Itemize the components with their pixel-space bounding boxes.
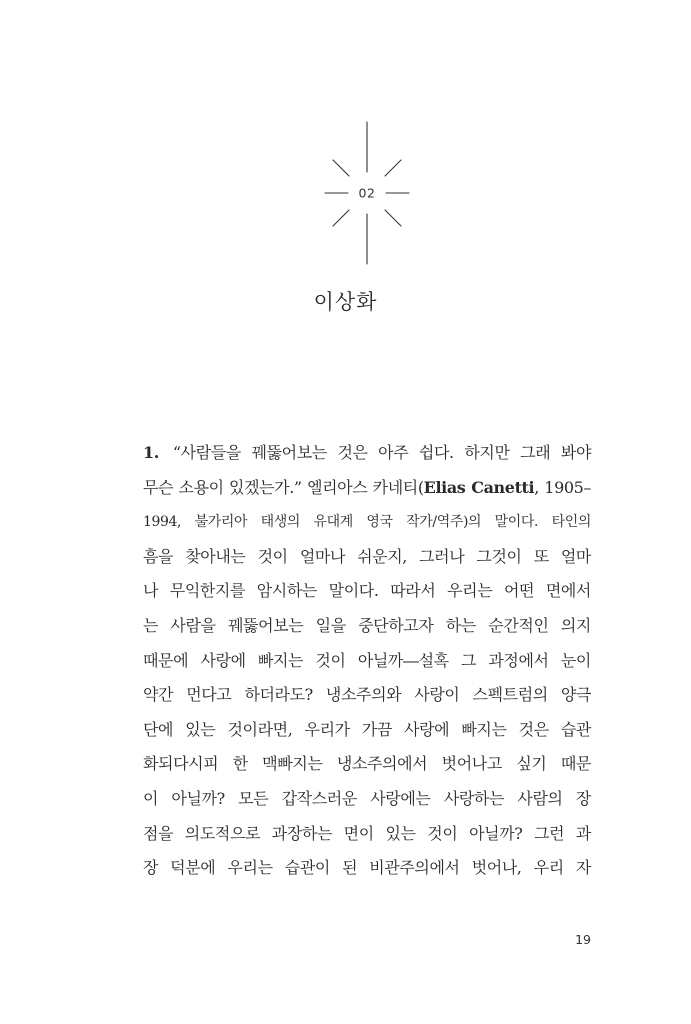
- paragraph-line: 무슨 소용이 있겠는가.” 엘리아스 카네티(Elias Canetti, 1905–: [143, 477, 592, 497]
- page-number: 19: [575, 932, 591, 947]
- paragraph-line: 화되다시피 한 맥빠지는 냉소주의에서 벗어나고 싶기 때문: [143, 754, 591, 774]
- chapter-number: 02: [358, 185, 376, 201]
- paragraph-line: 1. “사람들을 꿰뚫어보는 것은 아주 쉽다. 하지만 그래 봐야: [143, 443, 591, 462]
- paragraph-line: 1994, 불가리아 태생의 유대계 영국 작가/역주)의 말이다. 타인의: [143, 514, 591, 531]
- author-dates: , 1905–: [534, 477, 592, 497]
- sunburst-ornament-icon: [305, 118, 425, 268]
- ray-top-right: [385, 160, 401, 176]
- body-paragraph: [143, 436, 591, 886]
- paragraph-number: 1.: [143, 443, 159, 462]
- paragraph-line: 나 무익한지를 암시하는 말이다. 따라서 우리는 어떤 면에서: [143, 581, 591, 601]
- paragraph-line: 흠을 찾아내는 것이 얼마나 쉬운지, 그러나 그것이 또 얼마: [143, 546, 591, 566]
- ray-top-left: [333, 160, 349, 176]
- paragraph-line: 장 덕분에 우리는 습관이 된 비관주의에서 벗어나, 우리 자: [143, 858, 591, 878]
- paragraph-line: 는 사람을 꿰뚫어보는 일을 중단하고자 하는 순간적인 의지: [143, 615, 591, 635]
- paragraph-line: 약간 먼다고 하더라도? 냉소주의와 사랑이 스펙트럼의 양극: [143, 685, 591, 705]
- author-name-latin: Elias Canetti: [423, 477, 535, 497]
- ray-bottom-right: [385, 210, 401, 226]
- ray-bottom-left: [333, 210, 349, 226]
- chapter-emblem: [305, 118, 425, 268]
- paragraph-line: 때문에 사랑에 빠지는 것이 아닐까―설혹 그 과정에서 눈이: [143, 650, 591, 670]
- chapter-title: 이상화: [313, 290, 378, 314]
- paragraph-line: 이 아닐까? 모든 갑작스러운 사랑에는 사랑하는 사람의 장: [143, 788, 591, 808]
- paragraph-line: 단에 있는 것이라면, 우리가 가끔 사랑에 빠지는 것은 습관: [143, 719, 591, 739]
- paragraph-line: 점을 의도적으로 과장하는 면이 있는 것이 아닐까? 그런 과: [143, 823, 591, 843]
